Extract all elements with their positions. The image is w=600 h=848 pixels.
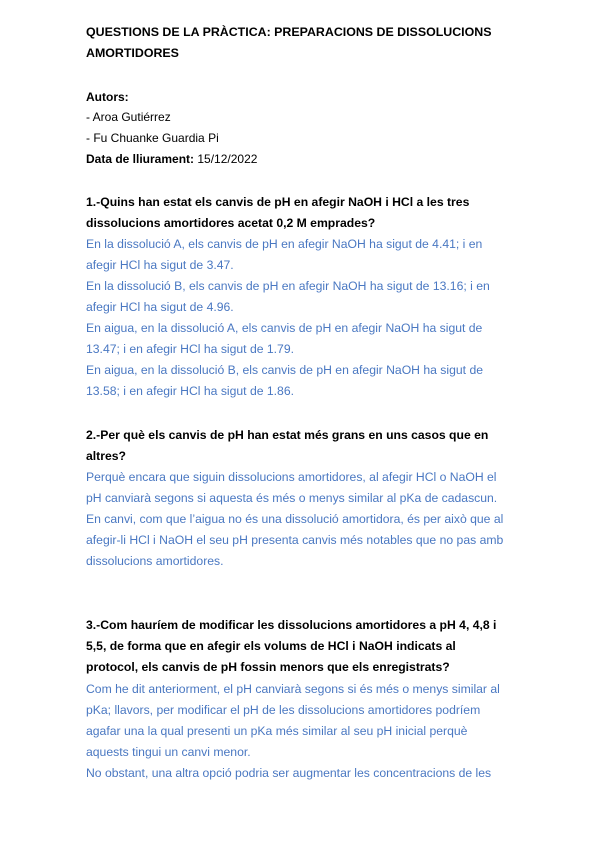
question-1: 1.-Quins han estat els canvis de pH en afegir NaOH i HCl a les tres dissolucions amortidores acetat 0,2 M emprades? xyxy=(86,195,470,230)
answer-paragraph: En aigua, en la dissolució A, els canvis de pH en afegir NaOH ha sigut de 13.47; i en afegir HCl ha sigut de 1.79. xyxy=(86,321,483,356)
authors-heading: Autors: xyxy=(86,90,129,104)
answer-paragraph: En canvi, com que l’aigua no és una dissolució amortidora, és per això que al afegir-li HCl i NaOH el seu pH presenta canvis més notables que no pas amb dissolucions amortidores. xyxy=(86,512,504,568)
document-title: QUESTIONS DE LA PRÀCTICA: PREPARACIONS DE DISSOLUCIONS AMORTIDORES xyxy=(86,25,492,60)
answer-paragraph: No obstant, una altra opció podria ser augmentar les concentracions de les xyxy=(86,766,492,780)
author-item: - Fu Chuanke Guardia Pi xyxy=(86,131,219,145)
author-item: - Aroa Gutiérrez xyxy=(86,110,171,124)
answer-paragraph: Perquè encara que siguin dissolucions amortidores, al afegir HCl o NaOH el pH canviarà segons si aquesta és més o menys similar al pKa de cadascun. xyxy=(86,470,498,505)
delivery-date-line xyxy=(86,149,257,169)
answer-2 xyxy=(86,467,506,572)
delivery-date-label: Data de lliurament: xyxy=(86,152,195,166)
answer-paragraph: En aigua, en la dissolució B, els canvis de pH en afegir NaOH ha sigut de 13.58; i en afegir HCl ha sigut de 1.86. xyxy=(86,363,483,398)
answer-1 xyxy=(86,234,506,402)
answer-3 xyxy=(86,679,506,784)
answer-paragraph: En la dissolució A, els canvis de pH en afegir NaOH ha sigut de 4.41; i en afegir HCl ha sigut de 3.47. xyxy=(86,237,483,272)
question-3: 3.-Com hauríem de modificar les dissolucions amortidores a pH 4, 4,8 i 5,5, de forma que en afegir els volums de HCl i NaOH indicats al protocol, els canvis de pH fossin menors que els enregistrats? xyxy=(86,618,497,674)
delivery-date-value: 15/12/2022 xyxy=(197,152,258,166)
answer-paragraph: En la dissolució B, els canvis de pH en afegir NaOH ha sigut de 13.16; i en afegir HCl ha sigut de 4.96. xyxy=(86,279,490,314)
question-2: 2.-Per què els canvis de pH han estat més grans en uns casos que en altres? xyxy=(86,428,489,463)
answer-paragraph: Com he dit anteriorment, el pH canviarà segons si és més o menys similar al pKa; llavors, per modificar el pH de les dissolucions amortidores podríem agafar una la qual presenti un pKa més similar al seu pH inicial perquè aquests tingui un canvi menor. xyxy=(86,682,500,759)
